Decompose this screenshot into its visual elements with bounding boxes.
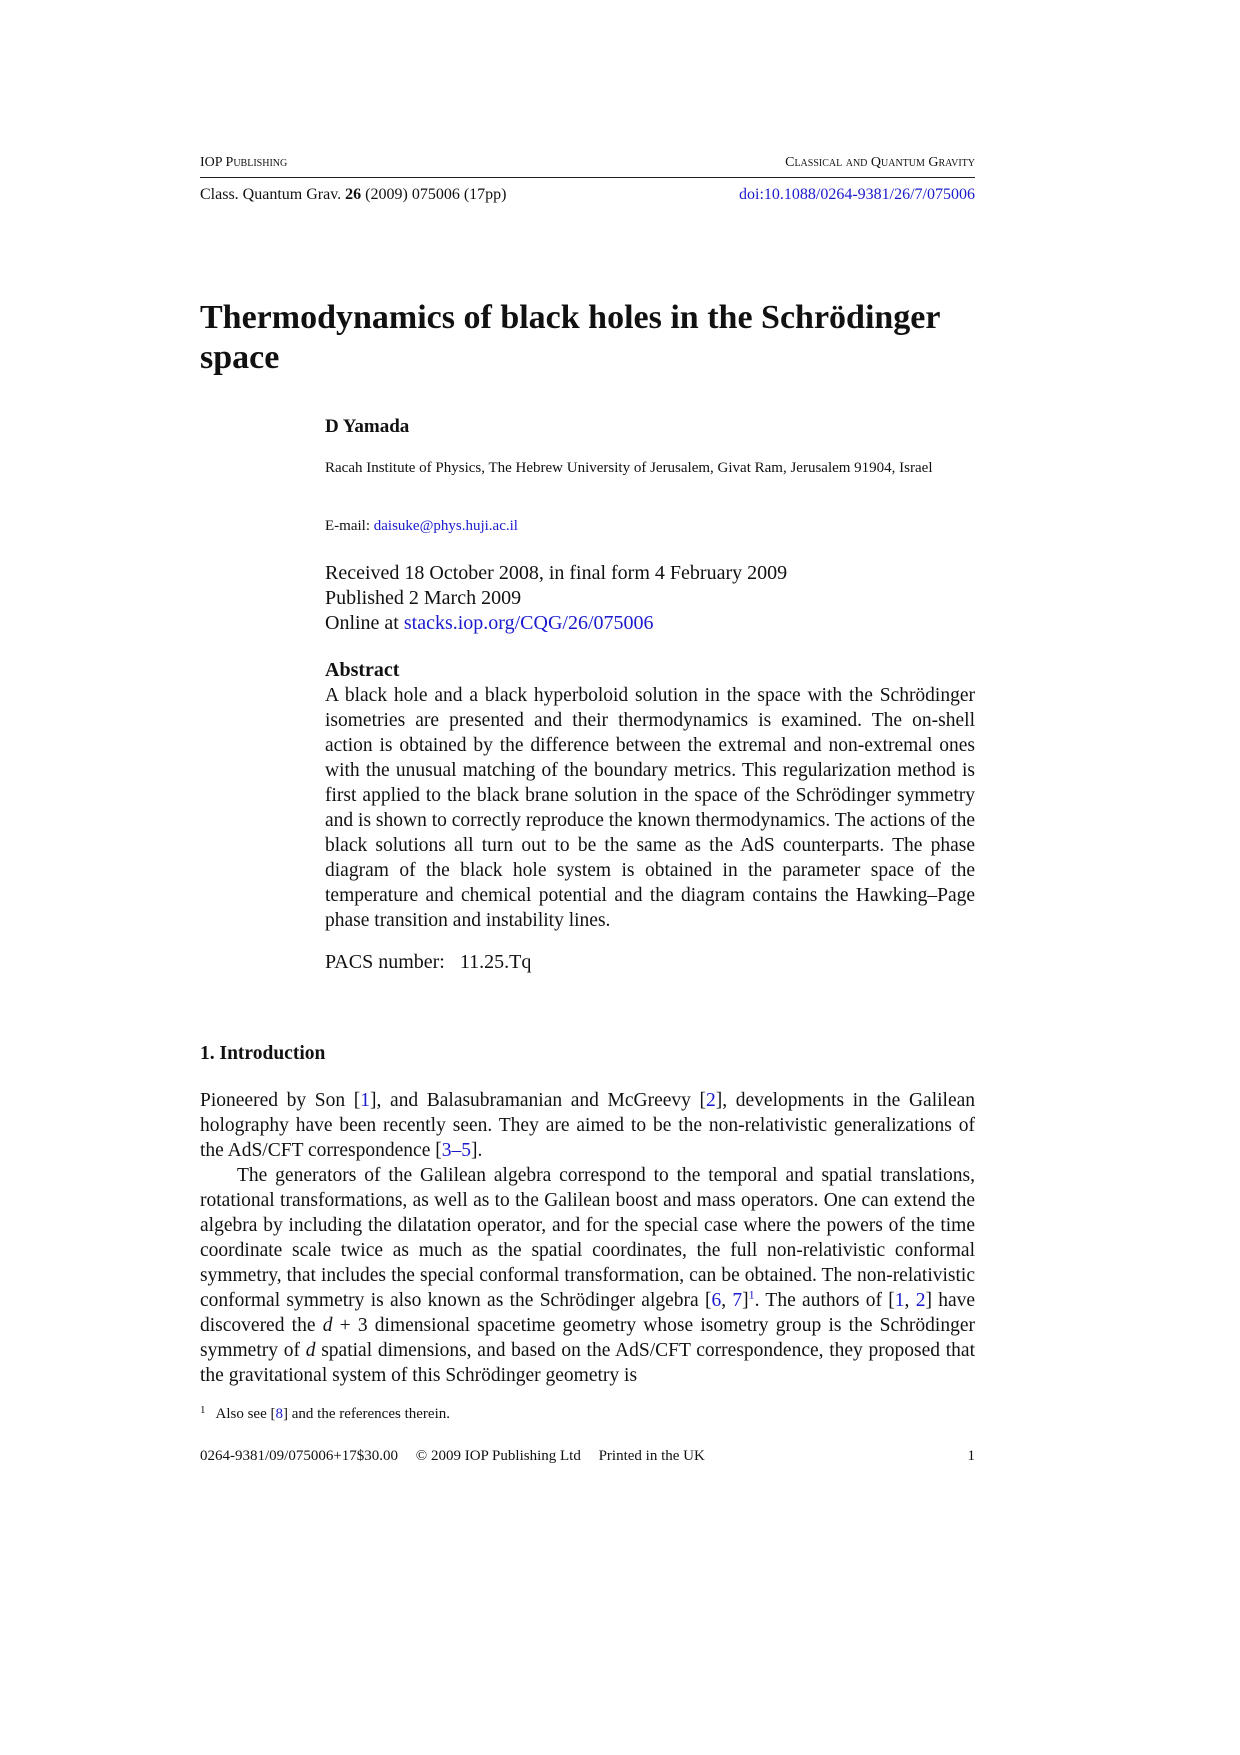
- pacs-value: 11.25.Tq: [459, 951, 532, 973]
- text-run: ] have discovered the: [200, 1290, 976, 1336]
- abstract-text: A black hole and a black hyperboloid solution in the space with the Schrödinger isometries are presented and their thermodynamics is examined. The on-shell action is obtained by the difference between the extremal and non-extremal ones with the unusual matching of the boundary metrics. This regularization method is first applied to the black brane solution in the space of the Schrödinger symmetry and is shown to correctly reproduce the known thermodynamics. The actions of the black solutions all turn out to be the same as the AdS counterparts. The phase diagram of the black hole system is obtained in the parameter space of the temperature and chemical potential and the diagram contains the Hawking–Page phase transition and instability lines.: [325, 685, 976, 931]
- author-name: D Yamada: [325, 416, 410, 437]
- text-run: spatial dimensions, and based on the AdS/CFT correspondence, they proposed that the gravitational system of this Schrödinger geometry is: [200, 1340, 976, 1386]
- doi-link[interactable]: doi:10.1088/0264-9381/26/7/075006: [739, 186, 975, 203]
- citation-prefix: Class. Quantum Grav.: [200, 186, 342, 203]
- footer-info: [200, 1448, 705, 1465]
- publisher-name: IOP Publishing: [200, 155, 288, 170]
- running-header: [200, 155, 975, 178]
- pacs-line: [325, 951, 531, 974]
- text-run: ], and Balasubramanian and McGreevy [: [369, 1090, 707, 1111]
- text-run: The generators of the Galilean algebra correspond to the temporal and spatial translations, rotational transformations, as well as to the Galilean boost and mass operators. One can extend the algebra by including the dilatation operator, and for the special case where the powers of the time coordinate scale twice as much as the spatial coordinates, the full non-relativistic conformal symmetry, that includes the special conformal transformation, can be obtained. The non-relativistic conformal symmetry is also known as the Schrödinger algebra [: [200, 1165, 975, 1311]
- text-run: ], developments in the Galilean holography have been recently seen. They are aimed to be the non-relativistic generalizations of the AdS/CFT correspondence [: [200, 1090, 976, 1161]
- citation: [200, 186, 506, 204]
- text-run: . The authors of [: [754, 1290, 895, 1311]
- footnote-ref-link[interactable]: 1: [748, 1287, 755, 1302]
- text-run: ].: [470, 1140, 483, 1161]
- online-url-link[interactable]: stacks.iop.org/CQG/26/075006: [403, 612, 654, 634]
- footer-copyright: © 2009 IOP Publishing Ltd: [415, 1448, 581, 1464]
- citation-ref-link[interactable]: 1: [360, 1090, 370, 1111]
- email-label: E-mail:: [325, 518, 370, 534]
- page-number: 1: [967, 1448, 975, 1464]
- publication-dates: [325, 561, 787, 636]
- footnote: [200, 1406, 450, 1423]
- paper-title: Thermodynamics of black holes in the Schrödinger space: [200, 299, 940, 376]
- citation-ref-link[interactable]: 2: [706, 1090, 716, 1111]
- footer-code: 0264-9381/09/075006+17$30.00: [200, 1448, 399, 1464]
- footnote-text: ] and the references therein.: [283, 1406, 450, 1422]
- footer-printed: Printed in the UK: [598, 1448, 705, 1464]
- paragraph: [200, 1163, 975, 1388]
- abstract: [325, 658, 975, 933]
- email-link[interactable]: daisuke@phys.huji.ac.il: [373, 518, 518, 534]
- citation-ref-link[interactable]: 8: [275, 1406, 283, 1422]
- citation-ref-link[interactable]: 6: [711, 1290, 722, 1311]
- citation-volume: 26: [345, 186, 362, 203]
- author-email: [325, 518, 518, 535]
- received-date: Received 18 October 2008, in final form 4 February 2009: [325, 562, 788, 584]
- published-date: Published 2 March 2009: [325, 587, 522, 609]
- footnote-mark: 1: [200, 1404, 206, 1416]
- citation-ref-link[interactable]: 7: [732, 1290, 743, 1311]
- text-run: + 3 dimensional spacetime geometry whose isometry group is the Schrödinger symmetry of: [200, 1315, 975, 1361]
- text-run: ,: [904, 1290, 916, 1311]
- citation-ref-link[interactable]: 3–5: [441, 1140, 471, 1161]
- abstract-heading: Abstract: [325, 659, 400, 681]
- section-body: [200, 1088, 975, 1388]
- citation-suffix: (2009) 075006 (17pp): [365, 186, 507, 203]
- citation-ref-link[interactable]: 2: [915, 1290, 926, 1311]
- pacs-label: PACS number:: [325, 951, 445, 973]
- online-line: [325, 611, 787, 636]
- math-symbol: d: [322, 1315, 333, 1336]
- math-symbol: d: [305, 1340, 316, 1361]
- citation-ref-link[interactable]: 1: [894, 1290, 905, 1311]
- text-run: ,: [721, 1290, 733, 1311]
- online-label: Online at: [325, 612, 399, 634]
- text-run: Pioneered by Son [: [200, 1090, 361, 1111]
- section-heading: 1. Introduction: [200, 1043, 326, 1064]
- journal-name: Classical and Quantum Gravity: [785, 155, 975, 170]
- author-affiliation: Racah Institute of Physics, The Hebrew University of Jerusalem, Givat Ram, Jerusalem 91904, Israel: [325, 460, 933, 476]
- text-run: ]: [742, 1290, 749, 1311]
- footnote-text: Also see [: [215, 1406, 276, 1422]
- paragraph: [200, 1088, 975, 1163]
